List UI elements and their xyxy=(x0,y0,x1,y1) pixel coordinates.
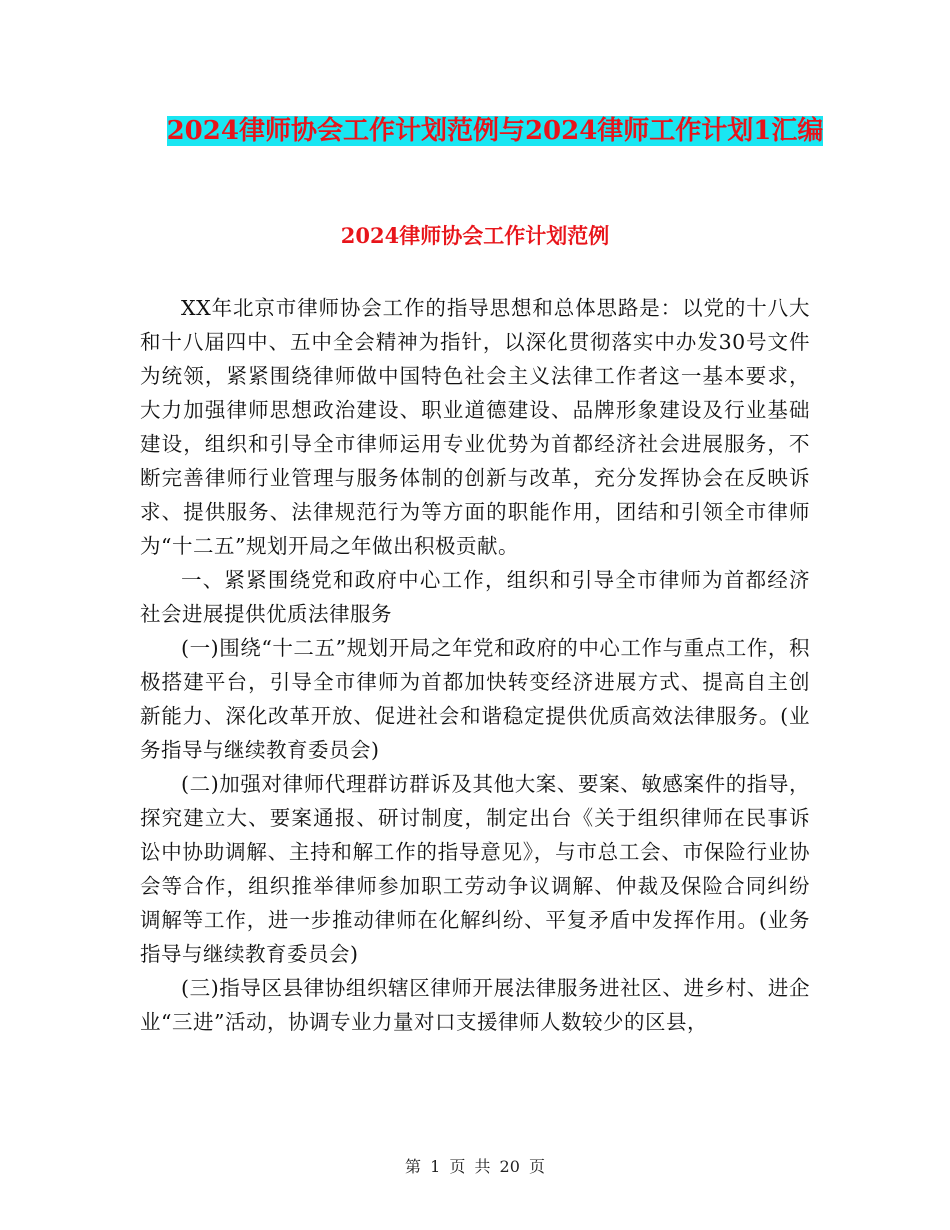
page-footer: 第 1 页 共 20 页 xyxy=(405,1157,545,1176)
paragraph: XX年北京市律师协会工作的指导思想和总体思路是：以党的十八大和十八届四中、五中全会精神为指针，以深化贯彻落实中办发30号文件为统领，紧紧围绕律师做中国特色社会主义法律工作者这一基本要求，大力加强律师思想政治建设、职业道德建设、品牌形象建设及行业基础建设，组织和引导全市律师运用专业优势为首都经济社会进展服务，不断完善律师行业管理与服务体制的创新与改革，充分发挥协会在反映诉求、提供服务、法律规范行为等方面的职能作用，团结和引领全市律师为“十二五”规划开局之年做出积极贡献。 xyxy=(140,296,810,558)
section-title: 2024律师协会工作计划范例 xyxy=(340,223,610,248)
paragraph: (二)加强对律师代理群访群诉及其他大案、要案、敏感案件的指导，探究建立大、要案通报、研讨制度，制定出台《关于组织律师在民事诉讼中协助调解、主持和解工作的指导意见》，与市总工会、市保险行业协会等合作，组织推举律师参加职工劳动争议调解、仲裁及保险合同纠纷调解等工作，进一步推动律师在化解纠纷、平复矛盾中发挥作用。(业务指导与继续教育委员会) xyxy=(140,772,810,966)
paragraph: 一、紧紧围绕党和政府中心工作，组织和引导全市律师为首都经济社会进展提供优质法律服务 xyxy=(140,568,810,626)
document-title xyxy=(150,108,840,154)
document-title-text: 2024律师协会工作计划范例与2024律师工作计划1汇编 xyxy=(166,116,824,146)
paragraph: (三)指导区县律协组织辖区律师开展法律服务进社区、进乡村、进企业“三进”活动，协调专业力量对口支援律师人数较少的区县， xyxy=(140,976,810,1034)
document-body xyxy=(140,291,810,1039)
paragraph: (一)围绕“十二五”规划开局之年党和政府的中心工作与重点工作，积极搭建平台，引导全市律师为首都加快转变经济进展方式、提高自主创新能力、深化改革开放、促进社会和谐稳定提供优质高效法律服务。(业务指导与继续教育委员会) xyxy=(140,636,810,762)
